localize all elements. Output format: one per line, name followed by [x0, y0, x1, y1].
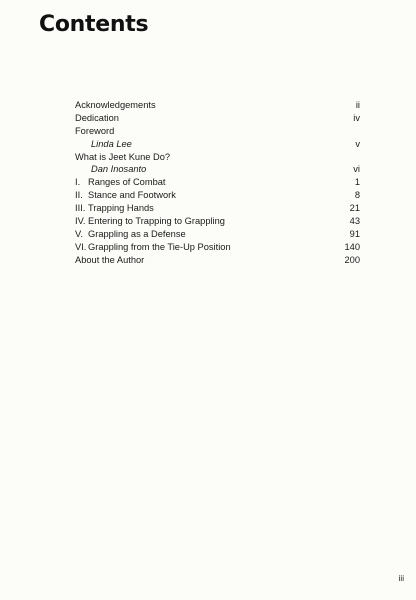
toc-entry	[75, 241, 360, 254]
toc-page-number: ii	[355, 100, 360, 110]
toc-entry	[75, 176, 360, 189]
toc-entry	[75, 163, 360, 176]
toc-page-number: 43	[349, 216, 360, 227]
toc-entry	[75, 228, 360, 241]
toc-page-number: 91	[349, 228, 360, 239]
toc-entry-title: Foreword	[75, 125, 115, 136]
toc-entry-title: Grappling from the Tie-Up Position	[88, 241, 231, 252]
chapter-number: III.	[75, 203, 86, 214]
chapter-number: V.	[75, 228, 83, 239]
toc-page-number: 8	[354, 190, 360, 201]
toc-entry-title: Ranges of Combat	[88, 177, 166, 188]
toc-entry-title: Acknowledgements	[75, 100, 156, 110]
toc-entry	[75, 112, 360, 125]
toc-entry-title: Dedication	[75, 112, 119, 123]
toc-entry-heading	[75, 228, 186, 241]
toc-entry-heading	[75, 138, 132, 151]
toc-entry-heading	[75, 99, 156, 112]
chapter-number: IV.	[75, 216, 86, 227]
toc-entry-title: Trapping Hands	[88, 203, 154, 214]
toc-entry	[75, 151, 360, 164]
toc-entry-heading	[75, 254, 144, 267]
toc-page-number: iv	[353, 112, 360, 123]
toc-entry-title: Grappling as a Defense	[88, 228, 186, 239]
toc-page-number: v	[355, 138, 360, 149]
toc-entry-title: Entering to Trapping to Grappling	[88, 216, 225, 227]
page-title: Contents	[39, 12, 149, 37]
toc-entry-heading	[75, 163, 146, 176]
chapter-number: II.	[75, 190, 83, 201]
toc-entry-title: About the Author	[75, 254, 145, 265]
toc-entry-title: What is Jeet Kune Do?	[75, 151, 171, 162]
toc-entry-heading	[75, 151, 170, 164]
chapter-number: I.	[75, 177, 81, 188]
toc-entry-heading	[75, 176, 166, 189]
toc-entry	[75, 138, 360, 151]
toc-entry	[75, 125, 360, 138]
toc-page-number: 140	[344, 241, 360, 252]
toc-entry	[75, 99, 360, 112]
toc-author-name: Dan Inosanto	[91, 164, 147, 175]
toc-entry-title: Stance and Footwork	[88, 190, 176, 201]
toc-entry-heading	[75, 202, 154, 215]
toc-entry-heading	[75, 241, 231, 254]
table-of-contents	[75, 99, 360, 267]
toc-author-name: Linda Lee	[91, 138, 132, 149]
toc-entry-heading	[75, 112, 119, 125]
toc-entry	[75, 202, 360, 215]
chapter-number: VI.	[75, 241, 87, 252]
toc-page-number: 21	[349, 203, 360, 214]
toc-entry-heading	[75, 125, 114, 138]
toc-entry	[75, 254, 360, 267]
toc-entry	[75, 189, 360, 202]
toc-entry-heading	[75, 189, 176, 202]
toc-page-number: vi	[353, 164, 360, 175]
toc-entry	[75, 215, 360, 228]
page-number: iii	[398, 574, 404, 583]
toc-page-number: 1	[354, 177, 360, 188]
toc-page-number: 200	[344, 254, 360, 265]
toc-entry-heading	[75, 215, 225, 228]
